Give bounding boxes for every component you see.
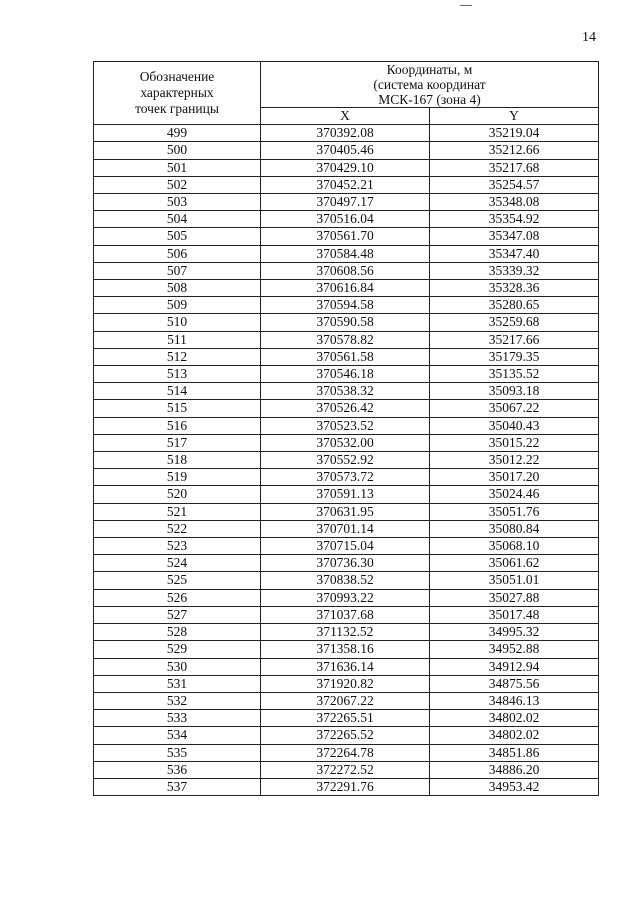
point-id-cell: 522	[94, 520, 261, 537]
table-row	[94, 641, 599, 658]
point-header-line: Обозначение	[139, 69, 215, 85]
table-row	[94, 125, 599, 142]
coordinates-group-header	[261, 62, 599, 108]
y-coordinate-cell: 34851.86	[430, 744, 599, 761]
table-row	[94, 710, 599, 727]
x-coordinate-cell: 370561.58	[261, 348, 430, 365]
table-body	[94, 125, 599, 796]
y-column-header: Y	[430, 108, 599, 125]
x-coordinate-cell: 370523.52	[261, 417, 430, 434]
point-header-line: характерных	[140, 85, 214, 101]
table-row	[94, 520, 599, 537]
y-coordinate-cell: 35061.62	[430, 555, 599, 572]
table-row	[94, 675, 599, 692]
table-row	[94, 314, 599, 331]
coords-header-line: (система координат	[373, 77, 486, 92]
y-coordinate-cell: 35219.04	[430, 125, 599, 142]
point-header-line: точек границы	[135, 101, 219, 117]
y-coordinate-cell: 35017.20	[430, 469, 599, 486]
y-coordinate-cell: 35012.22	[430, 452, 599, 469]
y-coordinate-cell: 34846.13	[430, 692, 599, 709]
x-coordinate-cell: 370516.04	[261, 211, 430, 228]
y-coordinate-cell: 35328.36	[430, 280, 599, 297]
y-coordinate-cell: 35024.46	[430, 486, 599, 503]
table-row	[94, 727, 599, 744]
point-id-cell: 529	[94, 641, 261, 658]
page-edge-mark	[460, 5, 472, 6]
table-row	[94, 778, 599, 795]
point-id-cell: 536	[94, 761, 261, 778]
table-row	[94, 176, 599, 193]
x-coordinate-cell: 370552.92	[261, 452, 430, 469]
y-coordinate-cell: 35040.43	[430, 417, 599, 434]
point-id-cell: 525	[94, 572, 261, 589]
x-coordinate-cell: 370532.00	[261, 434, 430, 451]
table-row	[94, 503, 599, 520]
table-row	[94, 486, 599, 503]
point-id-cell: 528	[94, 624, 261, 641]
table-row	[94, 142, 599, 159]
point-id-cell: 515	[94, 400, 261, 417]
x-coordinate-cell: 370715.04	[261, 538, 430, 555]
point-id-cell: 524	[94, 555, 261, 572]
point-id-cell: 512	[94, 348, 261, 365]
x-coordinate-cell: 372067.22	[261, 692, 430, 709]
y-coordinate-cell: 35347.08	[430, 228, 599, 245]
table-row	[94, 280, 599, 297]
x-coordinate-cell: 371132.52	[261, 624, 430, 641]
point-id-cell: 523	[94, 538, 261, 555]
y-coordinate-cell: 35027.88	[430, 589, 599, 606]
point-id-cell: 500	[94, 142, 261, 159]
point-id-cell: 501	[94, 159, 261, 176]
x-coordinate-cell: 371358.16	[261, 641, 430, 658]
coords-header-line: МСК-167 (зона 4)	[378, 92, 481, 107]
table-row	[94, 331, 599, 348]
y-coordinate-cell: 35080.84	[430, 520, 599, 537]
x-coordinate-cell: 372265.52	[261, 727, 430, 744]
table-row	[94, 606, 599, 623]
table-row	[94, 469, 599, 486]
table-row	[94, 297, 599, 314]
point-id-cell: 504	[94, 211, 261, 228]
y-coordinate-cell: 35354.92	[430, 211, 599, 228]
page-number: 14	[582, 30, 596, 45]
y-coordinate-cell: 35259.68	[430, 314, 599, 331]
point-id-cell: 537	[94, 778, 261, 795]
y-coordinate-cell: 35348.08	[430, 194, 599, 211]
table-row	[94, 572, 599, 589]
point-id-cell: 514	[94, 383, 261, 400]
table-row	[94, 366, 599, 383]
x-coordinate-cell: 371920.82	[261, 675, 430, 692]
point-id-cell: 521	[94, 503, 261, 520]
x-coordinate-cell: 370526.42	[261, 400, 430, 417]
point-id-cell: 526	[94, 589, 261, 606]
y-coordinate-cell: 34802.02	[430, 727, 599, 744]
x-coordinate-cell: 370608.56	[261, 262, 430, 279]
x-coordinate-cell: 370591.13	[261, 486, 430, 503]
y-coordinate-cell: 35280.65	[430, 297, 599, 314]
y-coordinate-cell: 35217.66	[430, 331, 599, 348]
x-coordinate-cell: 370590.58	[261, 314, 430, 331]
point-id-cell: 505	[94, 228, 261, 245]
y-coordinate-cell: 35068.10	[430, 538, 599, 555]
table-row	[94, 194, 599, 211]
y-coordinate-cell: 34912.94	[430, 658, 599, 675]
point-id-cell: 520	[94, 486, 261, 503]
x-coordinate-cell: 370616.84	[261, 280, 430, 297]
point-id-cell: 502	[94, 176, 261, 193]
table-row	[94, 417, 599, 434]
x-coordinate-cell: 370546.18	[261, 366, 430, 383]
point-designation-header	[94, 62, 261, 125]
table-row	[94, 555, 599, 572]
table-row	[94, 744, 599, 761]
y-coordinate-cell: 35051.76	[430, 503, 599, 520]
point-id-cell: 531	[94, 675, 261, 692]
x-coordinate-cell: 370538.32	[261, 383, 430, 400]
x-coordinate-cell: 370497.17	[261, 194, 430, 211]
point-id-cell: 507	[94, 262, 261, 279]
y-coordinate-cell: 35212.66	[430, 142, 599, 159]
table-row	[94, 538, 599, 555]
coords-header-line: Координаты, м	[386, 62, 473, 77]
point-id-cell: 518	[94, 452, 261, 469]
point-id-cell: 506	[94, 245, 261, 262]
y-coordinate-cell: 35015.22	[430, 434, 599, 451]
point-id-cell: 533	[94, 710, 261, 727]
x-coordinate-cell: 370736.30	[261, 555, 430, 572]
y-coordinate-cell: 35217.68	[430, 159, 599, 176]
coordinates-table	[93, 61, 599, 796]
x-coordinate-cell: 371636.14	[261, 658, 430, 675]
x-coordinate-cell: 370631.95	[261, 503, 430, 520]
point-id-cell: 513	[94, 366, 261, 383]
point-id-cell: 534	[94, 727, 261, 744]
y-coordinate-cell: 34995.32	[430, 624, 599, 641]
table-row	[94, 348, 599, 365]
y-coordinate-cell: 35093.18	[430, 383, 599, 400]
y-coordinate-cell: 35017.48	[430, 606, 599, 623]
x-coordinate-cell: 372264.78	[261, 744, 430, 761]
table-row	[94, 383, 599, 400]
x-coordinate-cell: 370584.48	[261, 245, 430, 262]
x-coordinate-cell: 370578.82	[261, 331, 430, 348]
table-row	[94, 692, 599, 709]
table-row	[94, 262, 599, 279]
table-row	[94, 658, 599, 675]
y-coordinate-cell: 35339.32	[430, 262, 599, 279]
x-coordinate-cell: 370429.10	[261, 159, 430, 176]
x-coordinate-cell: 370392.08	[261, 125, 430, 142]
point-id-cell: 509	[94, 297, 261, 314]
x-coordinate-cell: 370838.52	[261, 572, 430, 589]
table-row	[94, 211, 599, 228]
y-coordinate-cell: 34875.56	[430, 675, 599, 692]
y-coordinate-cell: 35179.35	[430, 348, 599, 365]
y-coordinate-cell: 34802.02	[430, 710, 599, 727]
x-coordinate-cell: 372272.52	[261, 761, 430, 778]
point-id-cell: 517	[94, 434, 261, 451]
y-coordinate-cell: 35051.01	[430, 572, 599, 589]
table-row	[94, 159, 599, 176]
point-id-cell: 511	[94, 331, 261, 348]
point-id-cell: 532	[94, 692, 261, 709]
point-id-cell: 535	[94, 744, 261, 761]
point-id-cell: 527	[94, 606, 261, 623]
x-coordinate-cell: 371037.68	[261, 606, 430, 623]
point-id-cell: 508	[94, 280, 261, 297]
x-coordinate-cell: 372265.51	[261, 710, 430, 727]
y-coordinate-cell: 34953.42	[430, 778, 599, 795]
y-coordinate-cell: 34952.88	[430, 641, 599, 658]
table-row	[94, 624, 599, 641]
point-id-cell: 503	[94, 194, 261, 211]
y-coordinate-cell: 35254.57	[430, 176, 599, 193]
table-header	[94, 62, 599, 125]
table-row	[94, 434, 599, 451]
point-id-cell: 530	[94, 658, 261, 675]
y-coordinate-cell: 35347.40	[430, 245, 599, 262]
x-coordinate-cell: 372291.76	[261, 778, 430, 795]
x-column-header: X	[261, 108, 430, 125]
x-coordinate-cell: 370701.14	[261, 520, 430, 537]
x-coordinate-cell: 370452.21	[261, 176, 430, 193]
table-row	[94, 589, 599, 606]
x-coordinate-cell: 370405.46	[261, 142, 430, 159]
point-id-cell: 519	[94, 469, 261, 486]
table-row	[94, 245, 599, 262]
point-id-cell: 516	[94, 417, 261, 434]
y-coordinate-cell: 34886.20	[430, 761, 599, 778]
point-id-cell: 499	[94, 125, 261, 142]
y-coordinate-cell: 35135.52	[430, 366, 599, 383]
point-id-cell: 510	[94, 314, 261, 331]
x-coordinate-cell: 370594.58	[261, 297, 430, 314]
y-coordinate-cell: 35067.22	[430, 400, 599, 417]
table-row	[94, 400, 599, 417]
table-row	[94, 228, 599, 245]
table-row	[94, 452, 599, 469]
table-row	[94, 761, 599, 778]
x-coordinate-cell: 370573.72	[261, 469, 430, 486]
x-coordinate-cell: 370993.22	[261, 589, 430, 606]
x-coordinate-cell: 370561.70	[261, 228, 430, 245]
